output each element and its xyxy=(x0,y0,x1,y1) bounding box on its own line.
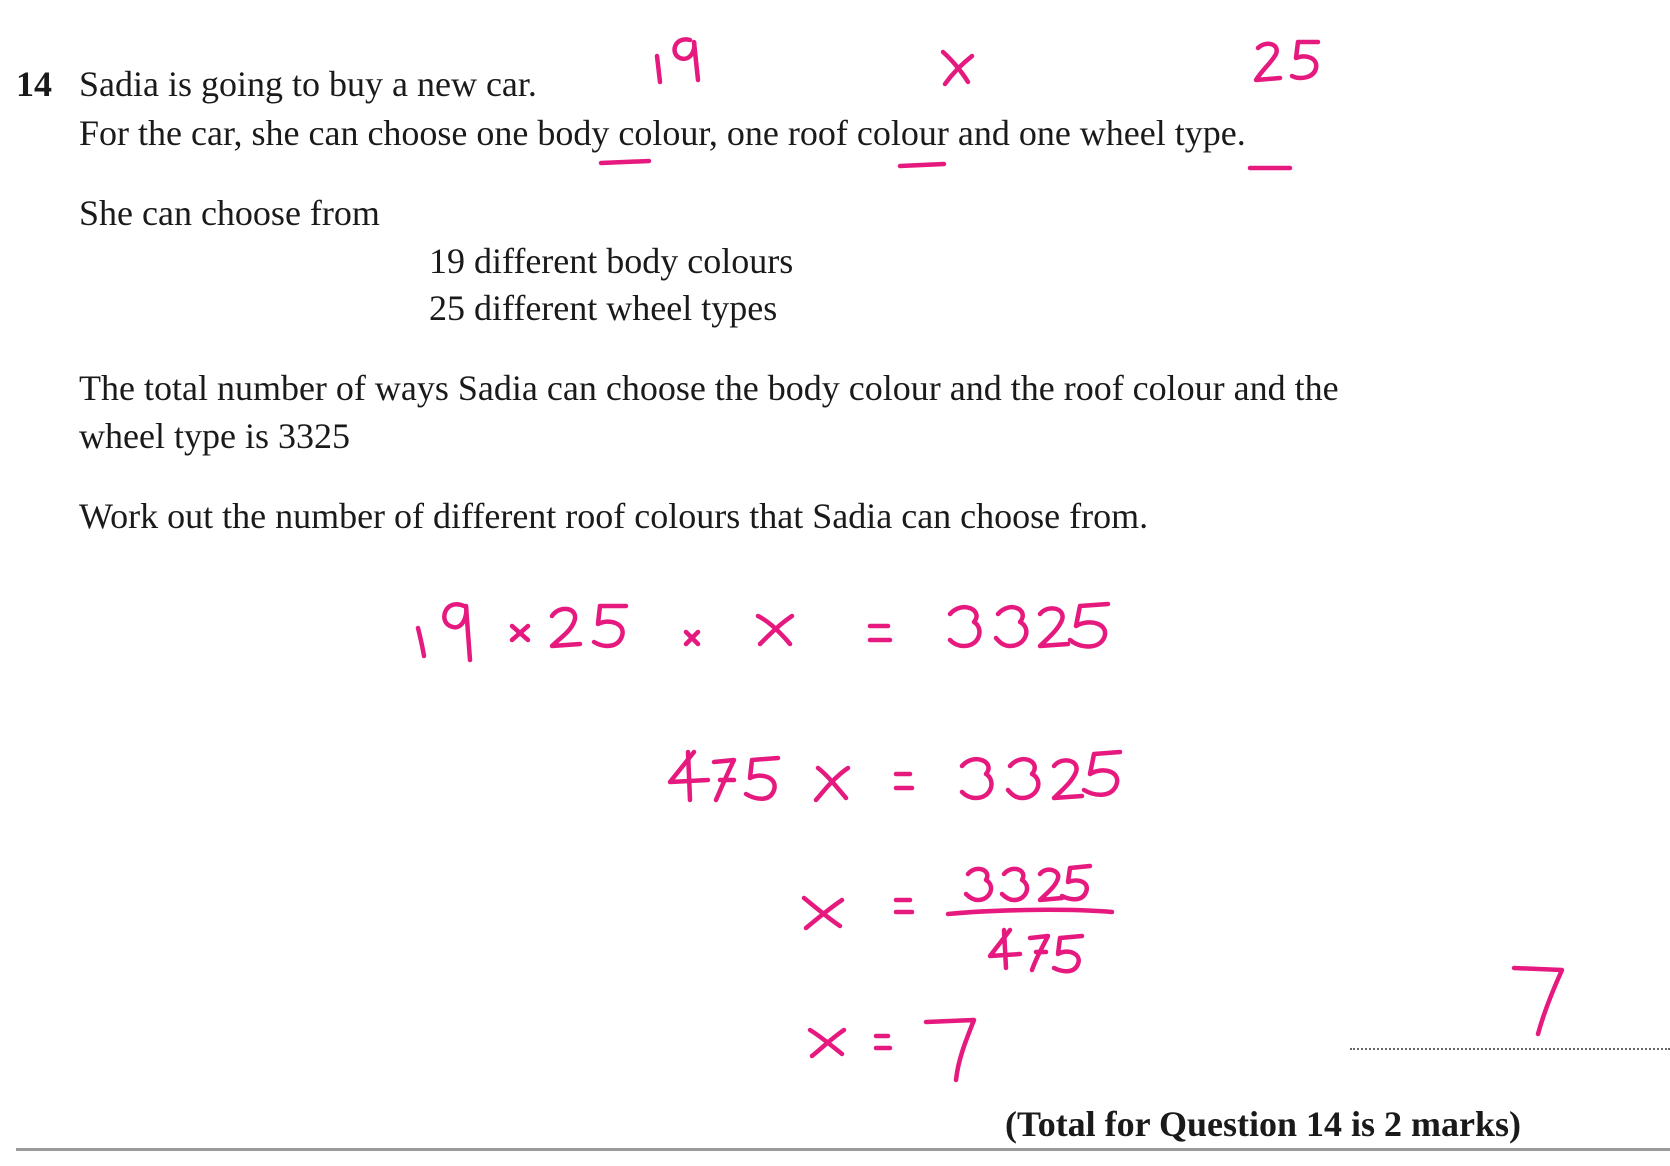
handwritten-annotation-19 xyxy=(657,39,698,82)
total-ways-sentence-cont: wheel type is 3325 xyxy=(79,416,350,456)
task-instruction: Work out the number of different roof colours that Sadia can choose from. xyxy=(79,496,1149,536)
working-line-4 xyxy=(810,1020,974,1080)
handwritten-answer xyxy=(1514,968,1562,1034)
choose-from-label: She can choose from xyxy=(79,193,380,233)
option-wheel-types: 25 different wheel types xyxy=(429,288,778,328)
question-intro: Sadia is going to buy a new car. xyxy=(79,64,537,104)
question-divider xyxy=(16,1148,1670,1151)
total-ways-sentence: The total number of ways Sadia can choose the body colour and the roof colour and the xyxy=(79,368,1339,408)
handwritten-annotation-x xyxy=(943,52,972,84)
question-number: 14 xyxy=(16,64,52,104)
underline-roof xyxy=(900,164,944,166)
working-line-2 xyxy=(670,752,1120,800)
underline-body xyxy=(601,161,649,163)
working-line-3 xyxy=(804,866,1112,971)
handwritten-annotation-25 xyxy=(1256,42,1318,80)
option-body-colours: 19 different body colours xyxy=(429,241,794,281)
total-marks: (Total for Question 14 is 2 marks) xyxy=(1005,1104,1522,1144)
question-choices-sentence: For the car, she can choose one body colour, one roof colour and one wheel type. xyxy=(79,113,1246,153)
answer-dotted-line xyxy=(1350,1048,1670,1050)
working-line-1 xyxy=(418,604,1108,660)
